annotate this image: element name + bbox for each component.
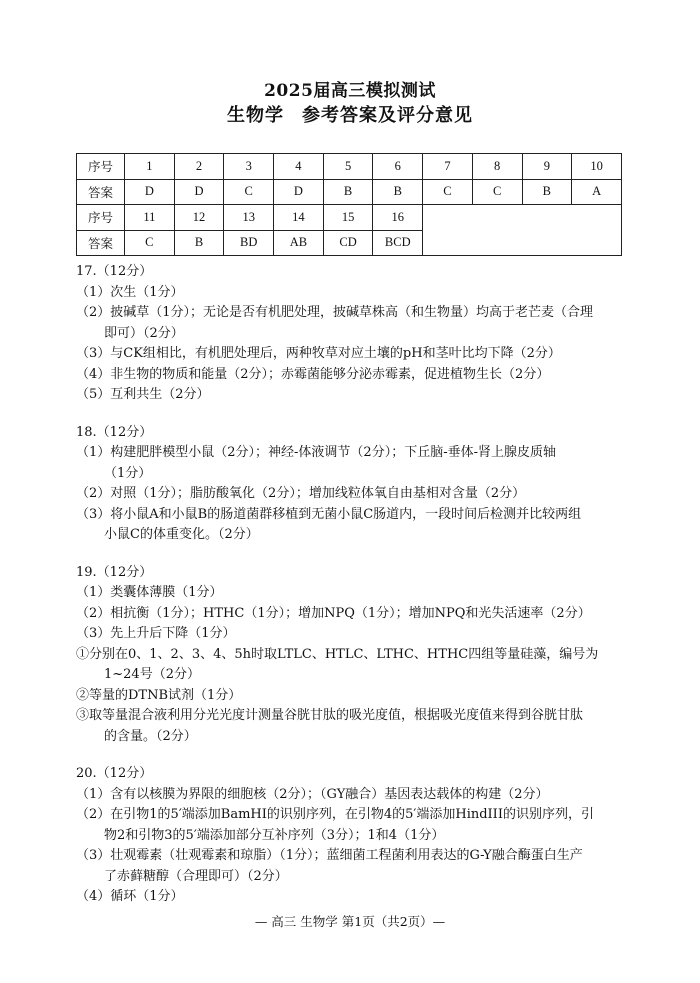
answer-line: （2）相抗衡（1分）；HTHC（1分）；增加NPQ（1分）；增加NPQ和光失活速率（2分） [76,605,591,621]
answer-key-title [0,101,700,127]
question-number-cell: 4 [274,154,324,180]
answer-line: （4）非生物的物质和能量（2分）；赤霉菌能够分泌赤霉素，促进植物生长（2分） [76,366,550,382]
answer-cell: C [423,179,473,205]
answer-key-subtitle: 参考答案及评分意见 [302,105,473,126]
answer-cell: A [572,179,622,205]
question-heading: 17.（12分） [76,264,153,279]
empty-cell [423,205,622,256]
answer-cell: D [174,179,224,205]
answer-cell: B [174,230,224,256]
answer-line: （3）与CK组相比，有机肥处理后，两种牧草对应土壤的pH和茎叶比均下降（2分） [76,346,561,361]
answer-cell: BCD [373,230,423,256]
answer-line: （5）互利共生（2分） [76,387,210,402]
answer-line: （1）类囊体薄膜（1分） [76,585,223,600]
question-number-cell: 3 [224,154,274,180]
subject-label: 生物学 [227,105,284,126]
answer-line: 1~24号（2分） [104,667,200,682]
row-label-index: 序号 [77,154,125,180]
question-number-cell: 13 [224,205,274,231]
answer-cell: BD [224,230,274,256]
answer-line: （3）将小鼠A和小鼠B的肠道菌群移植到无菌小鼠C肠道内，一段时间后检测并比较两组 [76,506,582,522]
answer-cell: D [125,179,175,205]
question-number-cell: 5 [323,154,373,180]
question-number-cell: 7 [423,154,473,180]
answer-line: （4）循环（1分） [76,889,184,904]
answer-line: 物2和引物3的5′端添加部分互补序列（3分）；1和4（1分） [104,827,445,843]
answer-line: ①分别在0、1、2、3、4、5h时取LTLC、HTLC、LTHC、HTHC四组等量硅藻，编号为 [76,646,599,662]
answer-cell: C [125,230,175,256]
answer-line: （3）壮观霉素（壮观霉素和琼脂）（1分）；蓝细菌工程菌利用表达的G-Y融合酶蛋白生产 [76,848,583,863]
question-heading: 20.（12分） [76,766,153,781]
section-spacer [76,406,626,423]
answer-cell: D [274,179,324,205]
row-label-answer: 答案 [77,230,125,256]
answer-line: （2）对照（1分）；脂肪酸氧化（2分）；增加线粒体氧自由基相对含量（2分） [76,486,526,501]
question-number-cell: 2 [174,154,224,180]
exam-title: 2025届高三模拟测试 [264,81,436,101]
question-number-cell: 9 [522,154,572,180]
answer-cell: B [522,179,572,205]
table-row-answers [77,179,622,205]
row-label-index: 序号 [77,205,125,231]
answer-line: ③取等量混合液利用分光光度计测量谷胱甘肽的吸光度值，根据吸光度值来得到谷胱甘肽 [76,708,584,723]
answer-line: （1）次生（1分） [76,284,184,300]
page-footer: — 高三 生物学 第1页（共2页）— [254,914,446,929]
question-heading: 19.（12分） [76,564,153,580]
answer-cell: C [472,179,522,205]
section-spacer [76,546,626,563]
answer-line: （2）披碱草（1分）；无论是否有机肥处理，披碱草株高（和生物量）均高于老芒麦（合理 [76,305,594,320]
question-number-cell: 10 [572,154,622,180]
answer-line: 了赤藓糖醇（合理即可）（2分） [104,868,288,884]
answer-line: （2）在引物1的5′端添加BamHI的识别序列，在引物4的5′端添加HindIII的识别序列，引 [76,807,594,822]
answer-line: 的含量。（2分） [104,728,197,744]
answer-cell: B [373,179,423,205]
answer-line: （3）先上升后下降（1分） [76,626,236,641]
answer-line: （1）构建肥胖模型小鼠（2分）；神经-体液调节（2分）；下丘脑-垂体-肾上腺皮质轴 [76,445,556,460]
question-number-cell: 12 [174,205,224,231]
question-number-cell: 1 [125,154,175,180]
answer-line: （1分） [104,465,152,481]
question-number-cell: 16 [373,205,423,231]
question-number-cell: 15 [323,205,373,231]
question-number-cell: 8 [472,154,522,180]
answer-line: （1）含有以核膜为界限的细胞核（2分）；（GY融合）基因表达载体的构建（2分） [76,786,549,802]
answer-line: 即可）（2分） [104,325,184,341]
table-row-numbers [77,205,622,231]
answer-cell: C [224,179,274,205]
question-heading: 18.（12分） [76,424,153,440]
question-number-cell: 14 [274,205,324,231]
answer-cell: AB [274,230,324,256]
answer-table [76,153,622,256]
answer-cell: CD [323,230,373,256]
table-row-numbers [77,154,622,180]
answer-line: ②等量的DTNB试剂（1分） [76,687,242,703]
answer-line: 小鼠C的体重变化。（2分） [104,527,259,542]
question-number-cell: 6 [373,154,423,180]
section-spacer [76,747,626,764]
question-number-cell: 11 [125,205,175,231]
answer-body [76,262,626,908]
row-label-answer: 答案 [77,179,125,205]
answer-cell: B [323,179,373,205]
